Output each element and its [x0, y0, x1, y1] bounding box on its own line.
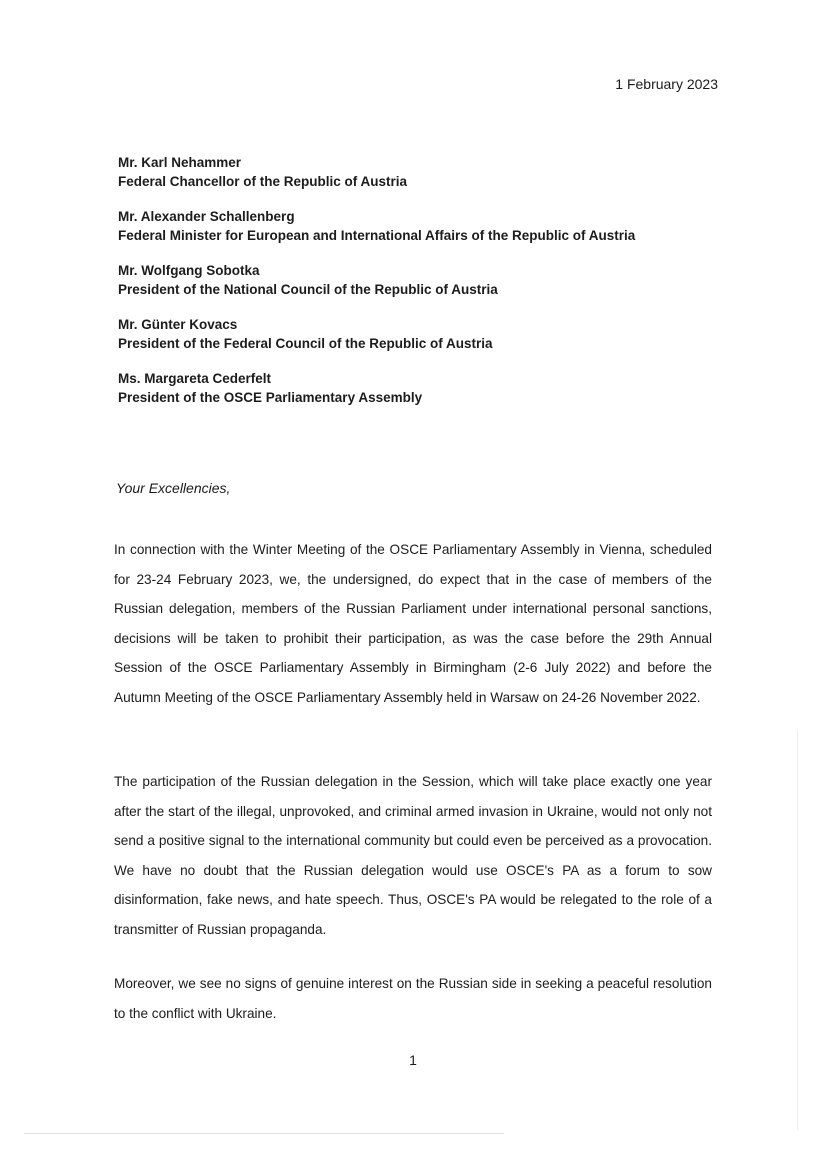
scan-edge-line: [24, 1133, 504, 1134]
body-paragraph: In connection with the Winter Meeting of the OSCE Parliamentary Assembly in Vienna, scheduled for 23-24 February 2023, we, the undersigned, do expect that in the case of members of the Russian delegation, members of the Russian Parliament under international personal sanctions, decisions will be taken to prohibit their participation, as was the case before the 29th Annual Session of the OSCE Parliamentary Assembly in Birmingham (2-6 July 2022) and before the Autumn Meeting of the OSCE Parliamentary Assembly held in Warsaw on 24-26 November 2022.: [114, 542, 712, 705]
recipient-name: Mr. Karl Nehammer: [118, 155, 242, 170]
recipient-block: [118, 315, 718, 353]
letter-date: 1 February 2023: [615, 76, 718, 92]
recipient-list: [118, 153, 718, 423]
salutation: Your Excellencies,: [116, 480, 231, 496]
recipient-title: President of the Federal Council of the Republic of Austria: [118, 336, 493, 351]
recipient-title: President of the OSCE Parliamentary Assembly: [118, 390, 423, 405]
recipient-name: Mr. Wolfgang Sobotka: [118, 263, 260, 278]
body-paragraph: The participation of the Russian delegation in the Session, which will take place exactly one year after the start of the illegal, unprovoked, and criminal armed invasion in Ukraine, would not only not send a positive signal to the international community but could even be perceived as a provocation. We have no doubt that the Russian delegation would use OSCE's PA as a forum to sow disinformation, fake news, and hate speech. Thus, OSCE's PA would be relegated to the role of a transmitter of Russian propaganda.: [114, 774, 712, 937]
recipient-block: [118, 261, 718, 299]
scan-edge-line: [797, 730, 798, 1130]
recipient-block: [118, 369, 718, 407]
recipient-name: Mr. Alexander Schallenberg: [118, 209, 295, 224]
body-paragraph: Moreover, we see no signs of genuine interest on the Russian side in seeking a peaceful resolution to the conflict with Ukraine.: [114, 976, 712, 1021]
recipient-name: Ms. Margareta Cederfelt: [118, 371, 272, 386]
recipient-title: President of the National Council of the Republic of Austria: [118, 282, 498, 297]
recipient-name: Mr. Günter Kovacs: [118, 317, 238, 332]
recipient-block: [118, 153, 718, 191]
recipient-title: Federal Chancellor of the Republic of Austria: [118, 174, 408, 189]
recipient-title: Federal Minister for European and International Affairs of the Republic of Austria: [118, 228, 636, 243]
recipient-block: [118, 207, 718, 245]
page-number: 1: [409, 1052, 417, 1068]
